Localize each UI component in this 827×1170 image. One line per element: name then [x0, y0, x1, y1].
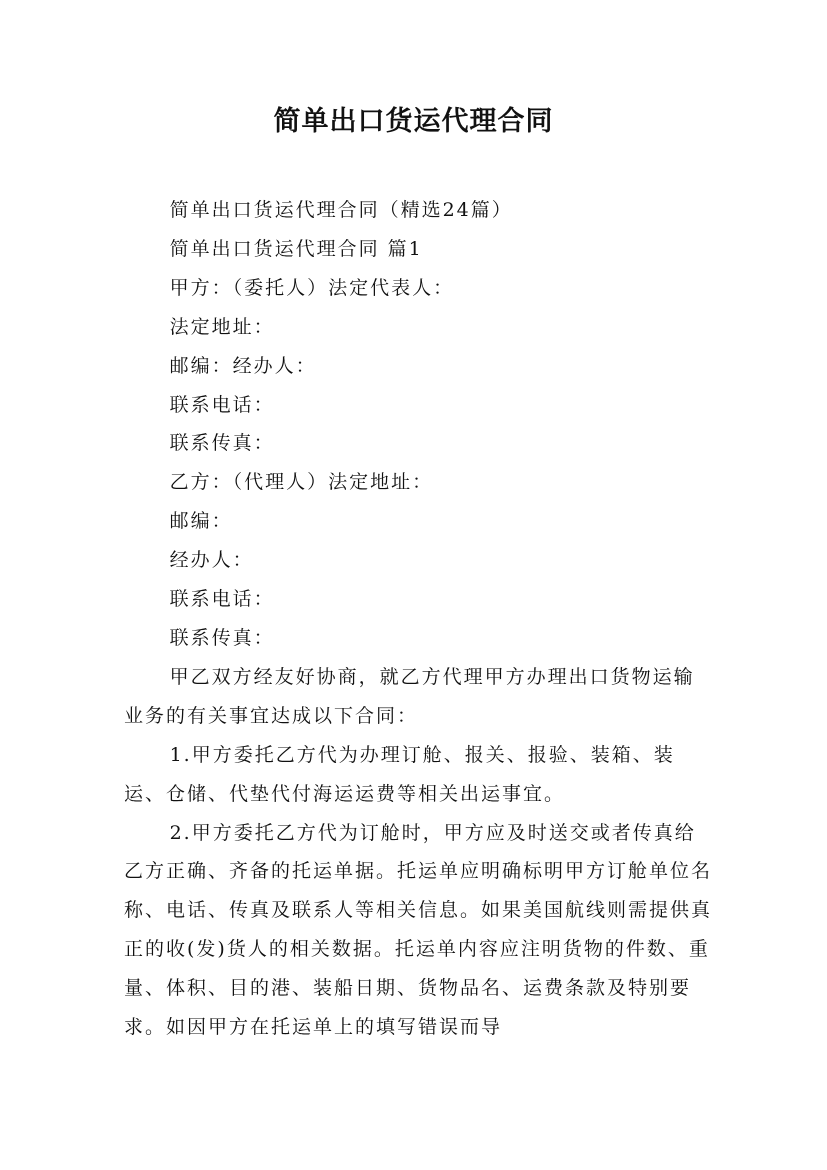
party-a-fax: 联系传真： — [169, 432, 275, 455]
party-b-postcode: 邮编： — [169, 510, 233, 533]
section-heading: 简单出口货运代理合同 篇1 — [169, 237, 423, 260]
preamble-paragraph: 甲乙双方经友好协商，就乙方代理甲方办理出口货物运输业务的有关事宜达成以下合同： — [124, 665, 695, 727]
subtitle-line: 简单出口货运代理合同（精选24篇） — [169, 199, 513, 221]
party-b-agent: 经办人： — [169, 549, 254, 572]
document-body — [124, 191, 712, 1047]
clause-1: 1.甲方委托乙方代为办理订舱、报关、报验、装箱、装运、仓储、代垫代付海运运费等相关出运事宜。 — [124, 743, 675, 805]
party-b-line: 乙方：（代理人）法定地址： — [169, 471, 434, 494]
party-a-address: 法定地址： — [169, 315, 275, 338]
party-a-line: 甲方：（委托人）法定代表人： — [169, 276, 455, 299]
party-a-postcode: 邮编：经办人： — [169, 354, 317, 377]
party-b-fax: 联系传真： — [169, 626, 275, 649]
clause-2: 2.甲方委托乙方代为订舱时，甲方应及时送交或者传真给乙方正确、齐备的托运单据。托运单应明确标明甲方订舱单位名称、电话、传真及联系人等相关信息。如果美国航线则需提供真正的收(发)货人的相关数据。托运单内容应注明货物的件数、重量、体积、目的港、装船日期、货物品名、运费条款及特别要求。如因甲方在托运单上的填写错误而导 — [124, 821, 713, 1039]
party-a-phone: 联系电话： — [169, 393, 275, 416]
document-title: 简单出口货运代理合同 — [273, 106, 554, 137]
party-b-phone: 联系电话： — [169, 588, 275, 611]
